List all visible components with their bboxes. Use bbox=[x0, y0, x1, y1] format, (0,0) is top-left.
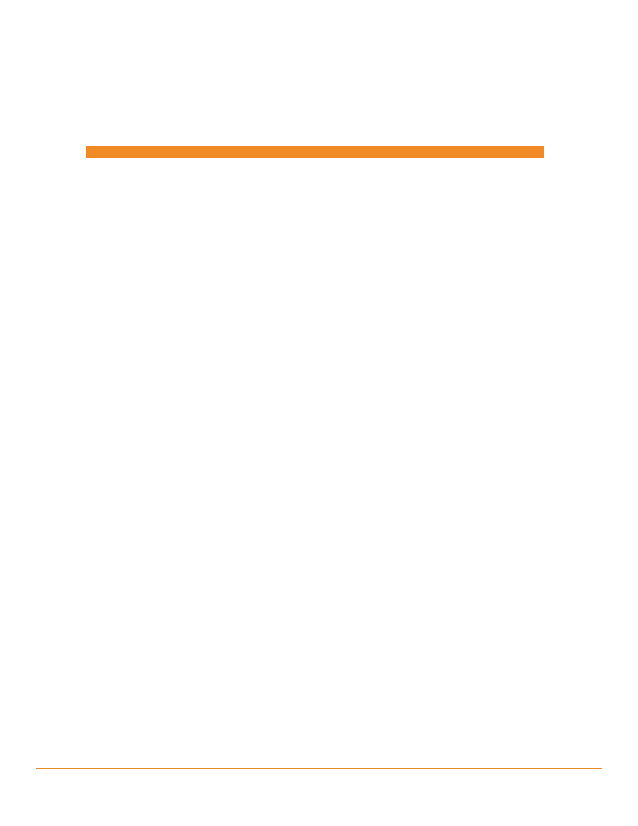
table-header bbox=[86, 118, 544, 146]
rank-table bbox=[86, 118, 544, 158]
footer-divider bbox=[36, 768, 602, 769]
elite-rankings-bar bbox=[86, 146, 544, 158]
footnotes bbox=[86, 698, 546, 702]
